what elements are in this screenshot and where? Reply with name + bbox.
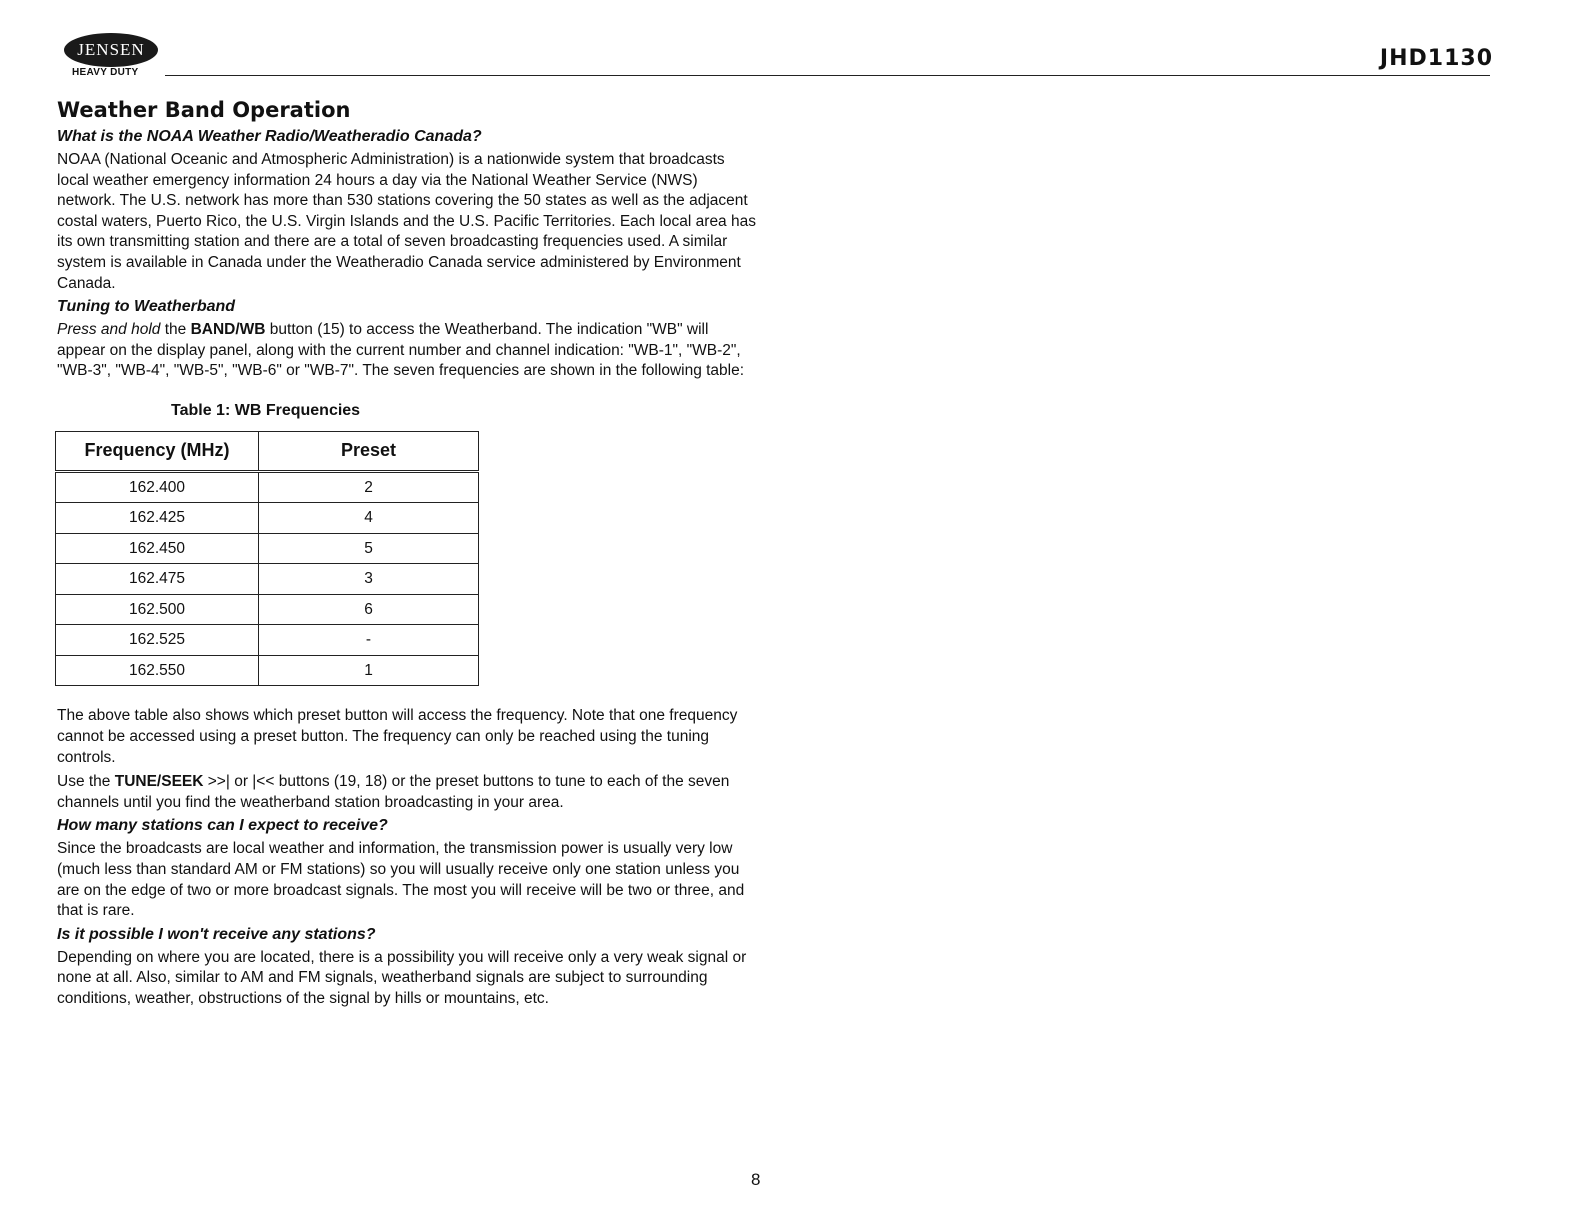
header-frequency: Frequency (MHz) bbox=[56, 431, 259, 471]
preset-cell: 6 bbox=[259, 594, 479, 625]
logo-oval bbox=[64, 33, 158, 67]
tune-seek-label: TUNE/SEEK bbox=[114, 773, 204, 791]
brand-logo bbox=[64, 33, 158, 78]
frequency-cell: 162.525 bbox=[56, 625, 259, 656]
section-heading-stations: How many stations can I expect to receive? bbox=[57, 817, 388, 835]
preset-cell: 5 bbox=[259, 533, 479, 564]
frequency-cell: 162.400 bbox=[56, 471, 259, 503]
paragraph-stations: Since the broadcasts are local weather and information, the transmission power is usually very low (much less than standard AM or FM stations) so you will usually receive only one station unless you are on the edge of two or more broadcast signals. The most you will receive will be two or three, and that is rare. bbox=[57, 840, 745, 920]
band-wb-label: BAND/WB bbox=[190, 321, 266, 339]
table-row bbox=[56, 503, 479, 534]
frequency-cell: 162.425 bbox=[56, 503, 259, 534]
page-title: Weather Band Operation bbox=[57, 98, 351, 122]
model-number: JHD1130 bbox=[1379, 46, 1493, 71]
table-caption: Table 1: WB Frequencies bbox=[171, 401, 361, 419]
table-row bbox=[56, 594, 479, 625]
tune-seek-text-b: >>| or |<< buttons (19, 18) or the preset buttons to tune to each of the seven channels until you find the weatherband station broadcasting in your area. bbox=[57, 773, 730, 811]
table-row bbox=[56, 471, 479, 503]
frequency-cell: 162.550 bbox=[56, 655, 259, 686]
wb-frequency-table bbox=[55, 431, 479, 687]
tuning-text-b: button (15) to access the Weatherband. The indication "WB" will appear on the display panel, along with the current number and channel indication: "WB-1", "WB-2", "WB-3", "WB-4", "WB-5", "WB-6" or "WB-7". The seven frequencies are shown in the following table: bbox=[57, 321, 745, 380]
logo-subtitle: HEAVY DUTY bbox=[72, 67, 139, 78]
header-preset: Preset bbox=[259, 431, 479, 471]
preset-cell: 2 bbox=[259, 471, 479, 503]
section-heading-no-reception: Is it possible I won't receive any stations? bbox=[57, 925, 376, 943]
header-rule bbox=[165, 75, 1490, 76]
table-header-row bbox=[56, 431, 479, 471]
table-row bbox=[56, 533, 479, 564]
page-content bbox=[57, 98, 757, 1014]
preset-cell: 3 bbox=[259, 564, 479, 595]
tune-seek-text-a: Use the bbox=[57, 773, 115, 791]
paragraph-table-note: The above table also shows which preset button will access the frequency. Note that one frequency cannot be accessed using a preset button. The frequency can only be reached using the tuning controls. bbox=[57, 707, 738, 766]
logo-text: JENSEN bbox=[77, 40, 145, 59]
paragraph-noaa: NOAA (National Oceanic and Atmospheric Administration) is a nationwide system that broadcasts local weather emergency information 24 hours a day via the National Weather Service (NWS) network. The U.S. network has more than 530 stations covering the 50 states as well as the adjacent costal waters, Puerto Rico, the U.S. Virgin Islands and the U.S. Pacific Territories. Each local area has its own transmitting station and there are a total of seven broadcasting frequencies used. A similar system is available in Canada under the Weatheradio Canada service administered by Environment Canada. bbox=[57, 151, 756, 292]
preset-cell: 1 bbox=[259, 655, 479, 686]
page-number: 8 bbox=[751, 1170, 761, 1189]
frequency-cell: 162.475 bbox=[56, 564, 259, 595]
table-row bbox=[56, 655, 479, 686]
paragraph-tune-seek bbox=[57, 772, 757, 813]
tuning-text-a: the bbox=[160, 321, 191, 339]
press-hold-text: Press and hold bbox=[57, 321, 161, 339]
table-row bbox=[56, 625, 479, 656]
paragraph-no-reception: Depending on where you are located, there is a possibility you will receive only a very weak signal or none at all. Also, similar to AM and FM signals, weatherband signals are subject to surrounding conditions, weather, obstructions of the signal by hills or mountains, etc. bbox=[57, 948, 747, 1007]
table-row bbox=[56, 564, 479, 595]
preset-cell: - bbox=[259, 625, 479, 656]
frequency-cell: 162.500 bbox=[56, 594, 259, 625]
section-heading-noaa: What is the NOAA Weather Radio/Weatheradio Canada? bbox=[57, 128, 482, 145]
paragraph-tuning bbox=[57, 320, 757, 382]
section-heading-tuning: Tuning to Weatherband bbox=[57, 298, 236, 316]
frequency-cell: 162.450 bbox=[56, 533, 259, 564]
preset-cell: 4 bbox=[259, 503, 479, 534]
